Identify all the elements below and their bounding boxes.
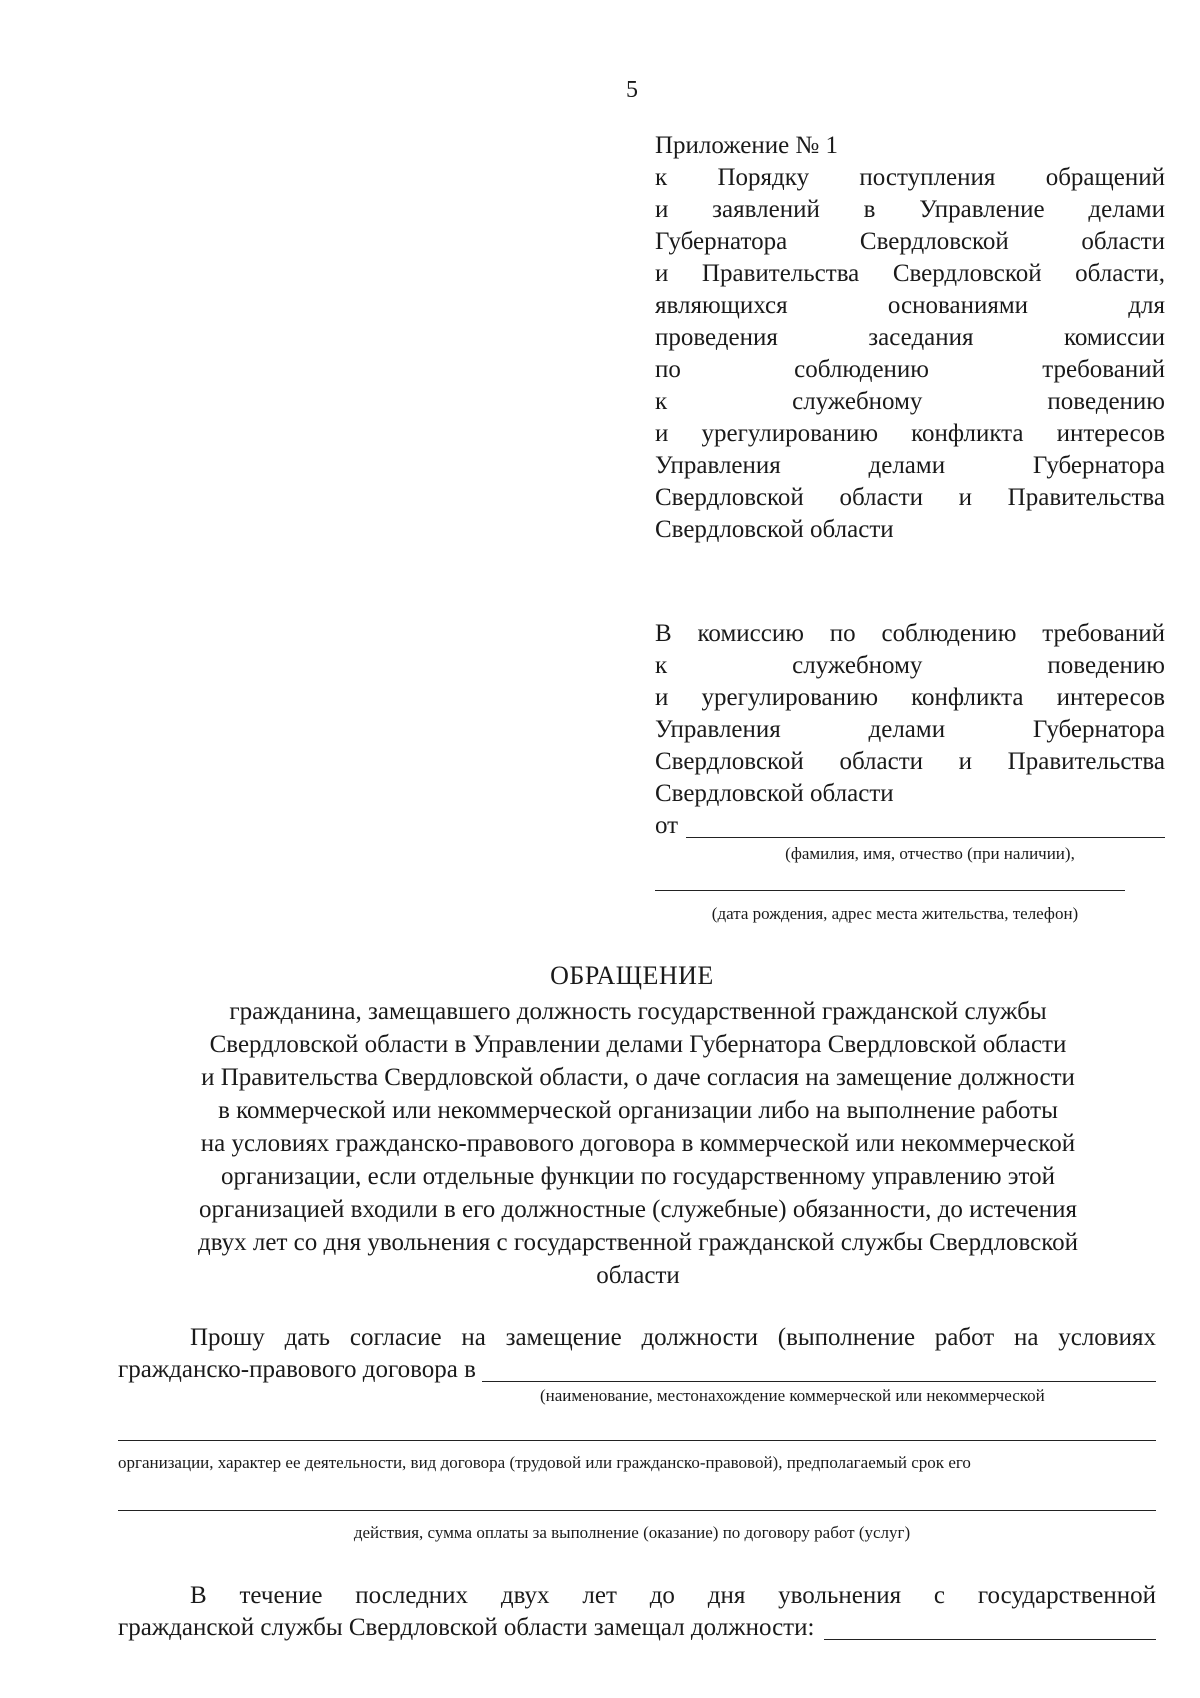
subtitle-line: на условиях гражданско-правового договора в коммерческой или некоммерческой (200, 1130, 1076, 1157)
subtitle-line: организации, если отдельные функции по государственному управлению этой (220, 1163, 1056, 1190)
organization-fill-line-2[interactable] (118, 1440, 1156, 1441)
positions-paragraph (118, 1580, 1156, 1644)
positions-line-1: В течение последних двух лет до дня увольнения с государственной (190, 1582, 1156, 1609)
organization-caption: (наименование, местонахождение коммерческой или некоммерческой (540, 1386, 1045, 1405)
subtitle-line: организацией входили в его должностные (служебные) обязанности, до истечения (199, 1196, 1077, 1223)
fio-caption: (фамилия, имя, отчество (при наличии), (785, 844, 1075, 863)
subtitle-line: и Правительства Свердловской области, о даче согласия на замещение должности (201, 1064, 1075, 1091)
subtitle-line: двух лет со дня увольнения с государственной гражданской службы Свердловской (198, 1229, 1078, 1256)
appendix-line: и Правительства Свердловской области, (655, 260, 1165, 287)
subtitle-line: области (596, 1262, 680, 1289)
appendix-line: к служебному поведению (655, 388, 1165, 415)
organization-character-caption: организации, характер ее деятельности, вид договора (трудовой или гражданско-правовой), предполагаемый срок его (118, 1453, 971, 1472)
subtitle-line: Свердловской области в Управлении делами Губернатора Свердловской области (209, 1031, 1067, 1058)
appendix-line: являющихся основаниями для (655, 292, 1165, 319)
request-line-2-row (118, 1354, 1156, 1386)
from-label: от (655, 812, 679, 839)
appendix-line: проведения заседания комиссии (655, 324, 1165, 351)
contract-sum-caption: действия, сумма оплаты за выполнение (оказание) по договору работ (услуг) (353, 1523, 911, 1542)
addressee-line: В комиссию по соблюдению требований (655, 620, 1165, 647)
addressee-block (655, 618, 1165, 842)
appendix-header (655, 130, 1165, 546)
fio-fill-line[interactable] (686, 813, 1165, 838)
positions-line-2-row (118, 1612, 1156, 1644)
addressee-line: и урегулированию конфликта интересов (655, 684, 1165, 711)
positions-line-2: гражданской службы Свердловской области замещал должности: (118, 1614, 815, 1641)
organization-fill-line[interactable] (482, 1357, 1156, 1382)
appendix-line: и урегулированию конфликта интересов (655, 420, 1165, 447)
appendix-line: и заявлений в Управление делами (655, 196, 1165, 223)
appendix-line: Свердловской области (655, 516, 894, 543)
addressee-line: Свердловской области (655, 780, 894, 807)
request-line-2: гражданско-правового договора в (118, 1356, 476, 1383)
addressee-line: Управления делами Губернатора (655, 716, 1165, 743)
request-paragraph (118, 1322, 1156, 1386)
document-subtitle (118, 995, 1158, 1292)
dob-caption: (дата рождения, адрес места жительства, телефон) (711, 904, 1079, 923)
appendix-line: Губернатора Свердловской области (655, 228, 1165, 255)
appendix-line: Управления делами Губернатора (655, 452, 1165, 479)
request-line-1: Прошу дать согласие на замещение должности (выполнение работ на условиях (190, 1324, 1156, 1351)
appendix-line: Приложение № 1 (655, 132, 839, 159)
appendix-line: по соблюдению требований (655, 356, 1165, 383)
appendix-line: Свердловской области и Правительства (655, 484, 1165, 511)
document-title: ОБРАЩЕНИЕ (550, 961, 714, 990)
addressee-line: Свердловской области и Правительства (655, 748, 1165, 775)
page-number: 5 (626, 77, 638, 103)
from-row (655, 810, 1165, 842)
dob-fill-line[interactable] (655, 890, 1125, 891)
subtitle-line: в коммерческой или некоммерческой организации либо на выполнение работы (218, 1097, 1058, 1124)
positions-fill-line[interactable] (824, 1615, 1156, 1640)
subtitle-line: гражданина, замещавшего должность государственной гражданской службы (229, 998, 1047, 1025)
addressee-line: к служебному поведению (655, 652, 1165, 679)
appendix-line: к Порядку поступления обращений (655, 164, 1165, 191)
organization-fill-line-3[interactable] (118, 1510, 1156, 1511)
